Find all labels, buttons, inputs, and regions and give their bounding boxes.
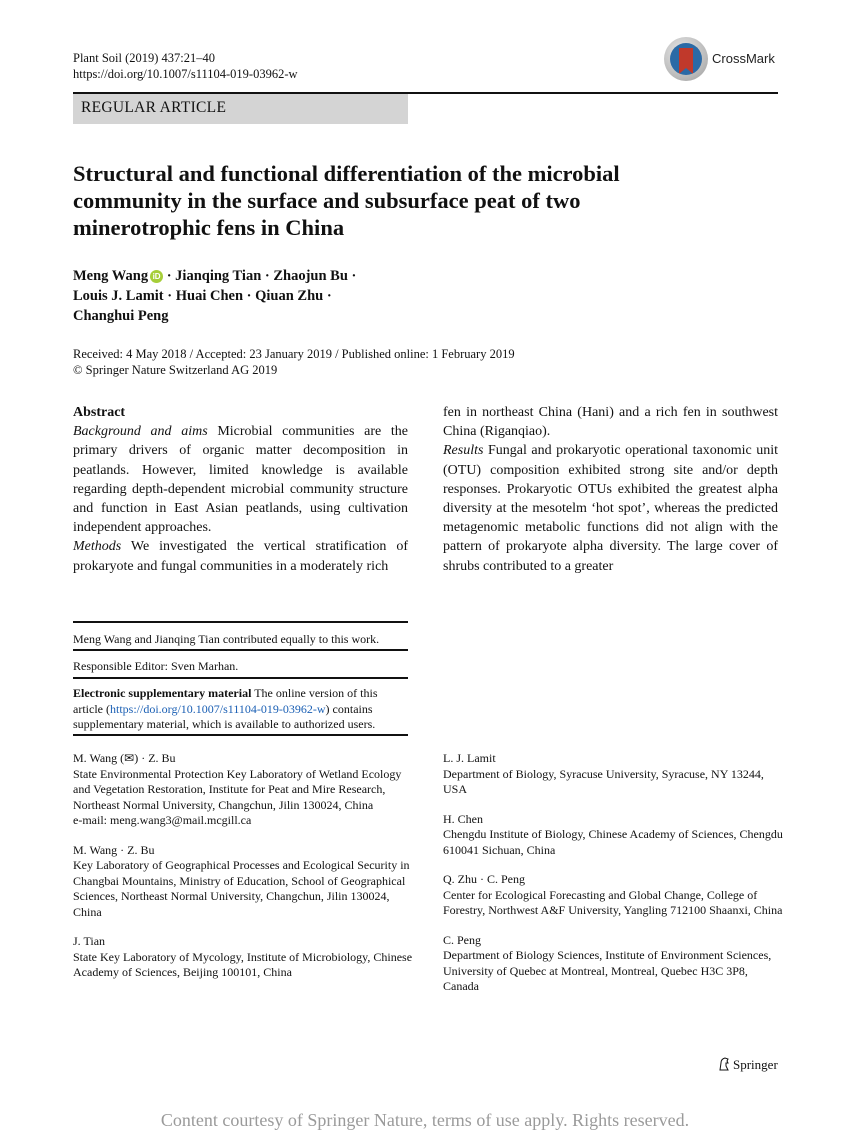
- crossmark-label: CrossMark: [712, 51, 775, 66]
- affiliation-item: [443, 751, 783, 798]
- authors-line1: · Jianqing Tian · Zhaojun Bu ·: [163, 268, 357, 284]
- affiliation-body: Key Laboratory of Geographical Processes and Ecological Security in Changbai Mountains, Ministry of Education, School of Geographical Sciences, Northeast Normal University, Changchun, Jilin 130024, China: [73, 858, 410, 919]
- notes-rule-1: [73, 649, 408, 651]
- crossmark-icon: [664, 37, 708, 81]
- equal-contribution-note: Meng Wang and Jianqing Tian contributed equally to this work.: [73, 632, 380, 646]
- esm-text-2: ) contains supplementary material, which is available to authorized users.: [73, 701, 376, 731]
- springer-logo: [718, 1057, 778, 1073]
- crossmark-button[interactable]: [664, 37, 784, 83]
- author-list: [73, 266, 413, 326]
- affiliation-body: Department of Biology Sciences, Institute of Environment Sciences, University of Quebec at Montreal, Montreal, Quebec H3C 3P8, Canada: [443, 948, 772, 993]
- affiliation-body: Center for Ecological Forecasting and Global Change, College of Forestry, Northwest A&F University, Yangling 712100 Shaanxi, China: [443, 887, 783, 917]
- affiliation-body: Chengdu Institute of Biology, Chinese Academy of Sciences, Chengdu 610041 Sichuan, China: [443, 827, 783, 857]
- authors-line2: Louis J. Lamit · Huai Chen · Qiuan Zhu ·: [73, 288, 332, 304]
- affiliation-body: State Key Laboratory of Mycology, Institute of Microbiology, Chinese Academy of Sciences, Beijing 100101, China: [73, 949, 413, 979]
- orcid-icon[interactable]: iD: [150, 270, 163, 283]
- affiliation-names: H. Chen: [443, 811, 483, 826]
- affiliation-item: [73, 751, 413, 829]
- background-text: Microbial communities are the primary drivers of organic matter decomposition in peatlands. However, limited knowledge is available regarding depth-dependent microbial community structure and function in East Asian peatlands, using cultivation independent approaches.: [73, 424, 409, 536]
- affiliation-names: L. J. Lamit: [443, 751, 496, 765]
- springer-horse-icon: [718, 1057, 730, 1071]
- article-title: Structural and functional differentiation of the microbial community in the surface and subsurface peat of two minerotrophic fens in China: [73, 161, 620, 240]
- doi-link[interactable]: https://doi.org/10.1007/s11104-019-03962-w: [73, 67, 298, 81]
- esm-link[interactable]: https://doi.org/10.1007/s11104-019-03962-w: [109, 701, 326, 716]
- author-email[interactable]: e-mail: meng.wang3@mail.mcgill.ca: [73, 813, 252, 827]
- notes-rule-top: [73, 621, 408, 623]
- affiliation-item: [73, 843, 413, 921]
- affiliation-names: M. Wang (✉) · Z. Bu: [73, 751, 176, 765]
- abstract-column-left: [73, 403, 408, 576]
- article-type-banner: [73, 94, 408, 124]
- esm-label: Electronic supplementary material: [73, 686, 252, 700]
- notes-rule-2: [73, 677, 408, 679]
- abstract-column-right: [443, 403, 778, 576]
- affiliation-body: Department of Biology, Syracuse University, Syracuse, NY 13244, USA: [443, 766, 764, 796]
- affiliation-item: [73, 934, 413, 981]
- affiliation-names: M. Wang · Z. Bu: [73, 842, 155, 857]
- affiliation-names: J. Tian: [73, 934, 106, 948]
- copyright-line: © Springer Nature Switzerland AG 2019: [73, 363, 278, 377]
- methods-continued: fen in northeast China (Hani) and a rich fen in southwest China (Riganqiao).: [443, 405, 778, 440]
- results-text: Fungal and prokaryotic operational taxonomic unit (OTU) composition exhibited strong site and/or depth responses. Prokaryotic OTUs exhibited the greatest alpha diversity at the mesotelm ‘hot spot’, whereas the predicted metagenomic metabolic functions did not align with the pattern of prokaryote alpha diversity. The large cover of shrubs contributed to a greater: [443, 443, 778, 574]
- journal-citation: Plant Soil (2019) 437:21–40: [73, 51, 216, 65]
- journal-header: [73, 50, 298, 82]
- affiliation-item: [443, 812, 783, 859]
- article-type-label: REGULAR ARTICLE: [81, 99, 227, 116]
- methods-text: We investigated the vertical stratification of prokaryote and fungal communities in a moderately rich: [73, 539, 408, 574]
- courtesy-notice: Content courtesy of Springer Nature, terms of use apply. Rights reserved.: [160, 1110, 690, 1130]
- springer-label: Springer: [733, 1057, 778, 1072]
- background-label: Background and aims: [73, 424, 208, 440]
- affiliation-names: Q. Zhu · C. Peng: [443, 872, 525, 886]
- affiliation-names: C. Peng: [443, 932, 482, 947]
- methods-label: Methods: [73, 539, 122, 555]
- notes-rule-3: [73, 734, 408, 736]
- affiliation-item: [443, 933, 783, 995]
- esm-text-1: The online version of this article (: [73, 686, 378, 716]
- affiliations-right: [443, 751, 783, 1009]
- author-meng-wang[interactable]: Meng Wang: [73, 268, 149, 284]
- affiliations-left: [73, 751, 413, 995]
- authors-line3: Changhui Peng: [73, 308, 169, 324]
- received-accepted-published: Received: 4 May 2018 / Accepted: 23 January 2019 / Published online: 1 February 2019: [73, 347, 515, 361]
- publication-dates: [73, 346, 773, 378]
- abstract-heading: Abstract: [73, 405, 126, 420]
- results-label: Results: [443, 443, 484, 459]
- esm-note: [73, 686, 408, 733]
- affiliation-item: [443, 872, 783, 919]
- affiliation-body: State Environmental Protection Key Laboratory of Wetland Ecology and Vegetation Restoration, Institute for Peat and Mire Research, Northeast Normal University, Changchun, Jilin 130024, China: [73, 766, 402, 812]
- editor-note: Responsible Editor: Sven Marhan.: [73, 659, 239, 673]
